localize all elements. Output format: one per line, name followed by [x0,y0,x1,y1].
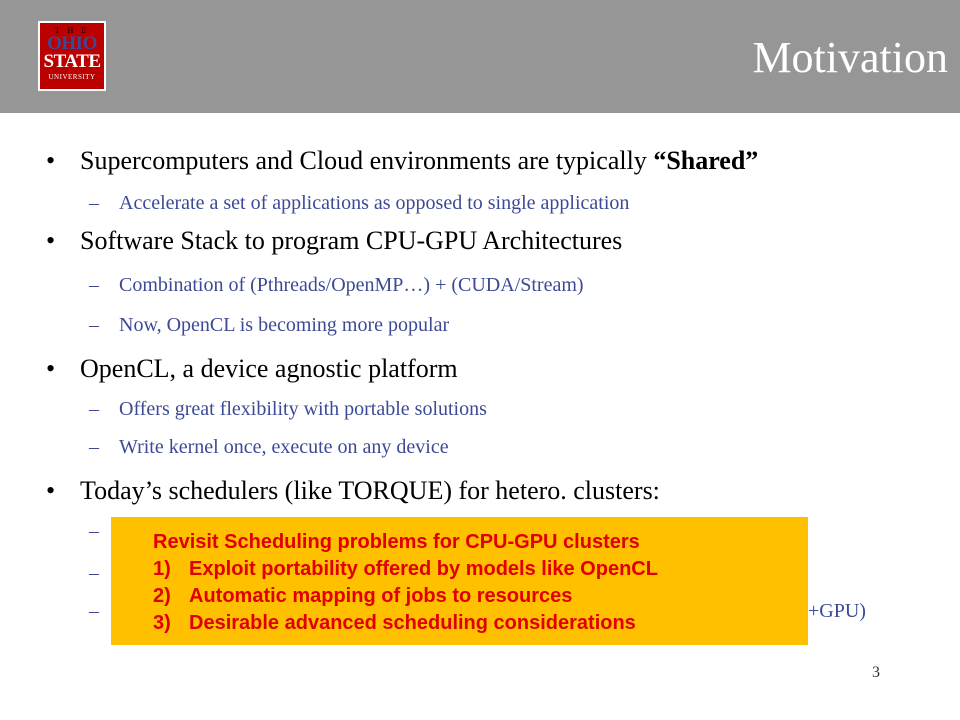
bullet-4: • Today’s schedulers (like TORQUE) for hetero. clusters: [46,476,660,505]
callout-heading: Revisit Scheduling problems for CPU-GPU clusters [153,531,640,553]
bullet-marker: • [46,476,56,505]
bullet-3: • OpenCL, a device agnostic platform [46,354,458,383]
callout-box [111,517,808,645]
callout-item-1: 1) Exploit portability offered by models like OpenCL [153,558,658,580]
logo-line-the: T H E [54,26,90,35]
bullet-2: • Software Stack to program CPU-GPU Architectures [46,226,623,255]
bullet-1-bold-text: “Shared” [653,146,759,175]
dash-marker: – [89,562,99,584]
slide-title: Motivation [752,33,948,82]
dash-marker: – [89,398,99,420]
dash-marker: – [89,520,99,542]
bullet-marker: • [46,354,56,383]
bullet-1-text: Supercomputers and Cloud environments are typically [80,146,654,175]
page-number: 3 [872,664,880,681]
logo-line-university: UNIVERSITY [48,73,96,81]
bullet-marker: • [46,226,56,255]
callout-item-2: 2) Automatic mapping of jobs to resources [153,585,573,607]
slide-header [0,0,960,113]
callout-item-3: 3) Desirable advanced scheduling considerations [153,612,636,634]
dash-marker: – [89,600,99,622]
bullet-marker: • [46,146,56,175]
dash-marker: – [89,314,99,336]
bullet-3-sub-1: – Offers great flexibility with portable solutions [89,398,487,420]
logo-line-state: STATE [43,51,101,72]
bullet-2-sub-1: – Combination of (Pthreads/OpenMP…) + (CUDA/Stream) [89,274,584,296]
bullet-3-sub-2: – Write kernel once, execute on any device [89,436,449,458]
bullet-1-sub-1: – Accelerate a set of applications as opposed to single application [89,192,630,214]
bullet-4-sub-3-tail: +GPU) [808,600,866,622]
dash-marker: – [89,436,99,458]
dash-marker: – [89,274,99,296]
bullet-2-sub-2: – Now, OpenCL is becoming more popular [89,314,450,336]
bullet-1 [46,146,759,176]
logo-line-ohio: OHIO [47,33,97,54]
ohio-state-logo [38,21,106,91]
dash-marker: – [89,192,99,214]
